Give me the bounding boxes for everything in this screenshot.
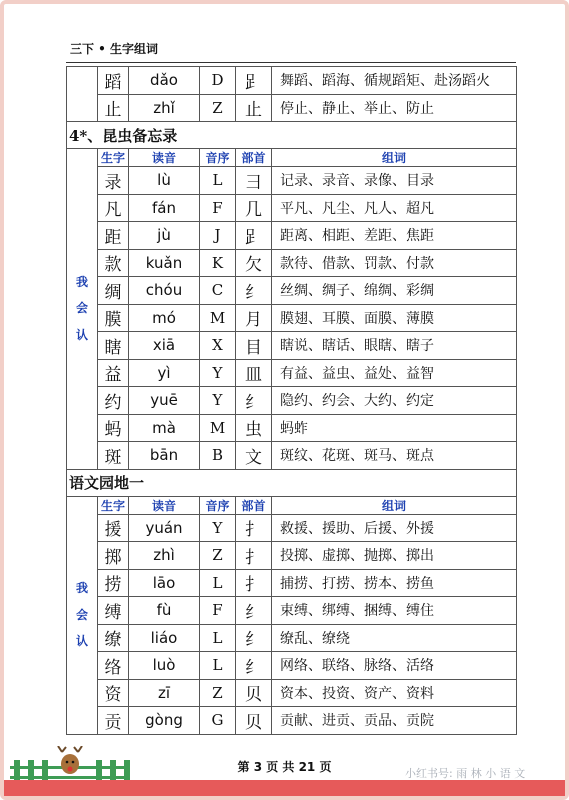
pinyin-cell: zhǐ: [129, 94, 200, 122]
char-cell: 缭: [98, 624, 129, 652]
char-cell: 距: [98, 222, 129, 250]
order-cell: L: [200, 624, 236, 652]
table-row: [67, 514, 517, 542]
pinyin-cell: liáo: [129, 624, 200, 652]
radical-cell: 扌: [236, 569, 272, 597]
column-header-order: 音序: [200, 496, 236, 514]
pinyin-cell: kuǎn: [129, 249, 200, 277]
side-label-char: 认: [75, 328, 88, 343]
radical-cell: 扌: [236, 514, 272, 542]
column-header-row: [67, 496, 517, 514]
char-cell: 斑: [98, 442, 129, 470]
radical-cell: 扌: [236, 542, 272, 570]
table-row: [67, 542, 517, 570]
pinyin-cell: lāo: [129, 569, 200, 597]
words-cell: 有益、益虫、益处、益智: [272, 359, 517, 387]
char-cell: 络: [98, 652, 129, 680]
column-header-char: 生字: [98, 149, 129, 167]
radical-cell: 𧾷: [236, 67, 272, 95]
column-header-radical: 部首: [236, 496, 272, 514]
order-cell: B: [200, 442, 236, 470]
table-row: [67, 652, 517, 680]
char-cell: 绸: [98, 277, 129, 305]
watermark-text: 小红书号: 雨 林 小 语 文: [405, 767, 526, 780]
section-title-row: [67, 469, 517, 496]
order-cell: G: [200, 707, 236, 735]
char-cell: 缚: [98, 597, 129, 625]
pinyin-cell: gòng: [129, 707, 200, 735]
words-cell: 平凡、凡尘、凡人、超凡: [272, 194, 517, 222]
words-cell: 资本、投资、资产、资料: [272, 679, 517, 707]
order-cell: Z: [200, 94, 236, 122]
section-title: 4*、昆虫备忘录: [67, 122, 517, 149]
pinyin-cell: fù: [129, 597, 200, 625]
table-row: [67, 359, 517, 387]
order-cell: F: [200, 597, 236, 625]
column-header-order: 音序: [200, 149, 236, 167]
words-cell: 救援、援助、后援、外援: [272, 514, 517, 542]
table-row: [67, 442, 517, 470]
order-cell: F: [200, 194, 236, 222]
order-cell: L: [200, 652, 236, 680]
table-row: [67, 624, 517, 652]
side-header-cell: [67, 496, 98, 734]
pinyin-cell: yuē: [129, 387, 200, 415]
pinyin-cell: xiā: [129, 332, 200, 360]
char-cell: 掷: [98, 542, 129, 570]
pinyin-cell: yuán: [129, 514, 200, 542]
words-cell: 记录、录音、录像、目录: [272, 167, 517, 195]
table-row: [67, 597, 517, 625]
radical-cell: 月: [236, 304, 272, 332]
table-row: [67, 304, 517, 332]
char-cell: 益: [98, 359, 129, 387]
side-label-char: 会: [75, 607, 88, 622]
radical-cell: 虫: [236, 414, 272, 442]
words-cell: 瞎说、瞎话、眼瞎、瞎子: [272, 332, 517, 360]
pinyin-cell: mà: [129, 414, 200, 442]
table-row: [67, 707, 517, 735]
table-row: [67, 569, 517, 597]
words-cell: 蚂蚱: [272, 414, 517, 442]
char-cell: 凡: [98, 194, 129, 222]
table-row: [67, 679, 517, 707]
char-cell: 援: [98, 514, 129, 542]
header-divider: [66, 62, 516, 63]
table-row: [67, 249, 517, 277]
order-cell: M: [200, 414, 236, 442]
char-cell: 资: [98, 679, 129, 707]
pinyin-cell: jù: [129, 222, 200, 250]
table-row: [67, 414, 517, 442]
column-header-pinyin: 读音: [129, 149, 200, 167]
words-cell: 投掷、虚掷、抛掷、掷出: [272, 542, 517, 570]
table-row: [67, 277, 517, 305]
radical-cell: 欠: [236, 249, 272, 277]
char-cell: 蹈: [98, 67, 129, 95]
words-cell: 款待、借款、罚款、付款: [272, 249, 517, 277]
radical-cell: 纟: [236, 624, 272, 652]
radical-cell: 𧾷: [236, 222, 272, 250]
section-title-row: [67, 122, 517, 149]
pinyin-cell: dǎo: [129, 67, 200, 95]
order-cell: X: [200, 332, 236, 360]
side-header-cell: [67, 149, 98, 470]
column-header-words: 组词: [272, 149, 517, 167]
words-cell: 束缚、绑缚、捆缚、缚住: [272, 597, 517, 625]
pinyin-cell: lù: [129, 167, 200, 195]
words-cell: 舞蹈、蹈海、循规蹈矩、赴汤蹈火: [272, 67, 517, 95]
order-cell: L: [200, 569, 236, 597]
order-cell: L: [200, 167, 236, 195]
radical-cell: 贝: [236, 707, 272, 735]
pinyin-cell: yì: [129, 359, 200, 387]
section-title: 语文园地一: [67, 469, 517, 496]
radical-cell: 几: [236, 194, 272, 222]
bottom-bar: [4, 780, 565, 796]
radical-cell: 目: [236, 332, 272, 360]
words-cell: 丝绸、绸子、绵绸、彩绸: [272, 277, 517, 305]
char-cell: 蚂: [98, 414, 129, 442]
char-cell: 止: [98, 94, 129, 122]
table-row: [67, 67, 517, 95]
order-cell: Y: [200, 359, 236, 387]
radical-cell: 文: [236, 442, 272, 470]
radical-cell: 贝: [236, 679, 272, 707]
char-cell: 约: [98, 387, 129, 415]
vocabulary-table: [66, 66, 517, 735]
char-cell: 款: [98, 249, 129, 277]
words-cell: 缭乱、缭绕: [272, 624, 517, 652]
radical-cell: 纟: [236, 277, 272, 305]
order-cell: J: [200, 222, 236, 250]
order-cell: M: [200, 304, 236, 332]
side-label-cell: [67, 67, 98, 122]
char-cell: 瞎: [98, 332, 129, 360]
order-cell: K: [200, 249, 236, 277]
char-cell: 录: [98, 167, 129, 195]
order-cell: Y: [200, 387, 236, 415]
radical-cell: 皿: [236, 359, 272, 387]
radical-cell: 纟: [236, 387, 272, 415]
radical-cell: 纟: [236, 652, 272, 680]
radical-cell: 纟: [236, 597, 272, 625]
order-cell: Z: [200, 679, 236, 707]
words-cell: 隐约、约会、大约、约定: [272, 387, 517, 415]
table-row: [67, 332, 517, 360]
table-row: [67, 222, 517, 250]
order-cell: Z: [200, 542, 236, 570]
radical-cell: 彐: [236, 167, 272, 195]
column-header-radical: 部首: [236, 149, 272, 167]
side-label-char: 我: [75, 274, 88, 289]
page-header: 三下 • 生字组词: [70, 42, 159, 56]
order-cell: C: [200, 277, 236, 305]
column-header-words: 组词: [272, 496, 517, 514]
words-cell: 斑纹、花斑、斑马、斑点: [272, 442, 517, 470]
order-cell: D: [200, 67, 236, 95]
order-cell: Y: [200, 514, 236, 542]
pinyin-cell: zhì: [129, 542, 200, 570]
table-row: [67, 94, 517, 122]
words-cell: 贡献、进贡、贡品、贡院: [272, 707, 517, 735]
words-cell: 停止、静止、举止、防止: [272, 94, 517, 122]
char-cell: 贡: [98, 707, 129, 735]
table-row: [67, 167, 517, 195]
words-cell: 捕捞、打捞、捞本、捞鱼: [272, 569, 517, 597]
pinyin-cell: chóu: [129, 277, 200, 305]
side-label-char: 会: [75, 301, 88, 316]
column-header-char: 生字: [98, 496, 129, 514]
vocabulary-table-container: [66, 66, 517, 735]
page-number: 第 3 页 共 21 页: [237, 760, 332, 774]
radical-cell: 止: [236, 94, 272, 122]
pinyin-cell: zī: [129, 679, 200, 707]
char-cell: 捞: [98, 569, 129, 597]
words-cell: 距离、相距、差距、焦距: [272, 222, 517, 250]
pinyin-cell: mó: [129, 304, 200, 332]
side-label-char: 认: [75, 634, 88, 649]
table-row: [67, 387, 517, 415]
pinyin-cell: luò: [129, 652, 200, 680]
words-cell: 网络、联络、脉络、活络: [272, 652, 517, 680]
table-row: [67, 194, 517, 222]
words-cell: 膜翅、耳膜、面膜、薄膜: [272, 304, 517, 332]
char-cell: 膜: [98, 304, 129, 332]
pinyin-cell: bān: [129, 442, 200, 470]
pinyin-cell: fán: [129, 194, 200, 222]
side-label-char: 我: [75, 580, 88, 595]
column-header-row: [67, 149, 517, 167]
column-header-pinyin: 读音: [129, 496, 200, 514]
